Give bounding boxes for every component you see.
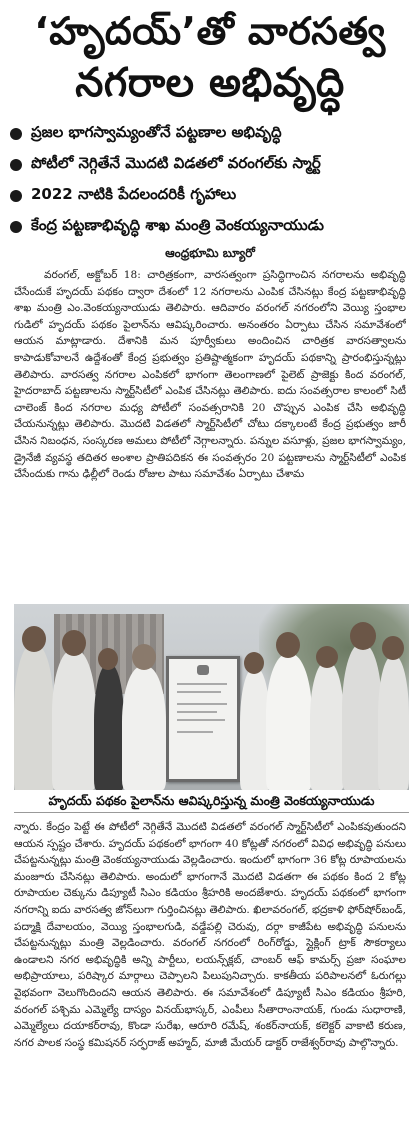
plaque-line	[177, 711, 217, 713]
person-head	[132, 644, 156, 670]
highlight-text: ప్రజల భాగస్వామ్యంతోనే పట్టణాల అభివృద్ధి	[31, 122, 282, 141]
person-figure	[52, 650, 96, 790]
person-head	[316, 646, 338, 668]
article-photo	[14, 604, 409, 790]
person-head	[98, 648, 118, 670]
highlight-text: కేంద్ర పట్టణాభివృద్ధి శాఖ మంత్రి వెంకయ్యనాయుడు	[31, 215, 324, 234]
bullet-icon	[10, 190, 22, 202]
bullet-icon	[10, 159, 22, 171]
article-paragraph-2: న్నారు. కేంద్రం పెట్టే ఈ పోటీలో నెగ్గితేనే మొదటి విడతలో వరంగల్ స్మార్ట్‌సిటీలో ఎంపికవుతుందని ఆయన స్పష్టం చేశారు. హృదయ్ పథకంలో భాగంగా 40 కోట్లతో నగరంలో వివిధ అభివృద్ధి పనులు చేపట్టనున్నట్లు మంత్రి వెంకయ్యనాయుడు వెల్లడించారు. ఇందులో భాగంగా 36 కోట్ల రూపాయలను మంజూరు చేసినట్లు తెలిపారు. అందులో భాగంగానే మొదటి విడతగా ఈ పథకం కింద 2 కోట్ల రూపాయల చెక్కును డిప్యూటీ సిఎం కడియం శ్రీహరికి అందజేశారు. హృదయ్ పథకంలో భాగంగా నగరాన్ని ఐదు వారసత్వ జోన్‌లుగా గుర్తించినట్లు తెలిపారు. ఖిలావరంగల్, భద్రకాళి ఫోర్‌షోర్‌బండ్, పద్మాక్షి దేవాలయం, వెయ్యి స్తంభాలగుడి, వడ్డేపల్లి చెరువు, దర్గా కాజీపేట అభివృద్ధి పనులను చేపట్టనున్నట్లు మంత్రి వెల్లడించారు. వరంగల్ నగరంలో రింగ్‌రోడ్డు, స్లైక్లింగ్ ట్రాక్ సౌకర్యాలు ఉండాలని నగర అభివృద్ధికి అన్ని పార్టీలు, లయన్స్‌క్లబ్, చాంబర్ ఆఫ్ కామర్స్ ప్రజా సంఘాల అభిప్రాయాలు, పరిష్కార మార్గాలు చెప్పాలని పిలుపునిచ్చారు. కాకతీయ పరిపాలనలో ఓరుగల్లు వైభవంగా వెలుగొందిందని ఆయన తెలిపారు. ఈ సమావేశంలో డిప్యూటీ సిఎం కడియం శ్రీహరి, వరంగల్ పశ్చిమ ఎమ్మెల్యే దాస్యం వినయ్‌భాస్కర్, ఎంపీలు సీతారాంనాయక్, గుండు సుధారాణి, ఎమ్మెల్యేలు దయాకర్‌రావు, కొండా సురేఖ, ఆరూరి రమేష్, శంకర్‌నాయక్, కలెక్టర్ వాకాటి కరుణ, నగర పాలక సంస్థ కమిషనర్ సర్ఫరాజ్ అహ్మద్, మాజీ మేయర్ డాక్టర్ రాజేశ్వర్‌రావు పాల్గొన్నారు.	[14, 821, 406, 1049]
article-paragraph-1: వరంగల్, అక్టోబర్ 18: చారిత్రకంగా, వారసత్వంగా ప్రసిద్ధిగాంచిన నగరాలను అభివృద్ధి చేసేందుకే హృదయ్ పథకం ద్వారా దేశంలో 12 నగరాలను ఎంపిక చేసినట్లు కేంద్ర పట్టణాభివృద్ధి శాఖ మంత్రి ఎం.వెంకయ్యనాయుడు తెలిపారు. ఆదివారం వరంగల్ నగరంలోని వెయ్యి స్తంభాల గుడిలో హృదయ్ పథకం పైలాన్‌ను ఆవిష్కరించారు. అనంతరం ఏర్పాటు చేసిన సమావేశంలో ఆయన మాట్లాడారు. దేశానికి మన పూర్వీకులు అందించిన చారిత్రక వారసత్వాలను కాపాడుకోవాలనే ఉద్దేశంతో కేంద్ర ప్రభుత్వం ప్రతిష్టాత్మకంగా హృదయ్ పథకాన్ని ప్రారంభిస్తున్నట్లు తెలిపారు. వారసత్వ నగరాల ఎంపికలో భాగంగా తెలంగాణలో పైలెట్ ప్రాజెక్టు కింద వరంగల్, హైదరాబాద్ పట్టణాలను స్మార్ట్‌సిటీలో ఎంపిక చేసినట్లు తెలిపారు. ఐదు సంవత్సరాల కాలంలో సిటీ చాలెంజ్ కింద నగరాల మధ్య పోటీలో సంవత్సరానికి 20 చొప్పున ఎంపిక చేసి అభివృద్ధి చేయనున్నట్లు తెలిపారు. మొదటి విడతలో స్మార్ట్‌సిటీలో చోటు దక్కాలంటే కేంద్ర ప్రభుత్వం జారీ చేసిన నిబంధన, సంస్కరణ అమలు పోటీలో నెగ్గాలన్నారు. పన్నుల వసూళ్లు, ప్రజల భాగస్వామ్యం, డ్రైనేజీ వ్యవస్థ తదితర అంశాల ప్రాతిపదికన ఈ సంవత్సరం 20 పట్టణాలను స్మార్ట్‌సిటీలో ఎంపిక చేసేందుకు గాను ఢిల్లీలో రెండు రోజుల పాటు సమావేశం ఏర్పాటు చేశామ	[14, 269, 406, 481]
highlight-item	[10, 118, 420, 149]
plaque-line	[177, 719, 225, 721]
headline-line-2: నగరాల అభివృద్ధి	[75, 60, 345, 106]
person-head	[382, 636, 404, 660]
headline-line-1: ‘హృదయ్’తో వారసత్వ	[34, 9, 386, 53]
person-figure	[266, 654, 312, 790]
pylon-plaque	[166, 656, 240, 782]
person-figure	[14, 644, 54, 790]
plaque-line	[177, 703, 227, 705]
person-head	[22, 626, 46, 652]
highlights-list	[10, 118, 420, 242]
highlight-item	[10, 180, 420, 211]
bullet-icon	[10, 128, 22, 140]
person-head	[350, 622, 376, 650]
emblem-icon	[197, 665, 209, 675]
plaque-line	[177, 683, 227, 685]
byline: ఆంధ్రభూమి బ్యూరో	[165, 246, 255, 260]
highlight-text: పోటీలో నెగ్గితేనే మొదటి విడతలో వరంగల్‌కు స్మార్ట్	[31, 153, 321, 172]
person-figure	[310, 662, 344, 790]
person-figure	[378, 656, 409, 790]
person-head	[244, 652, 264, 674]
photo-caption: హృదయ్ పథకం పైలాన్‌ను ఆవిష్కరిస్తున్న మంత్రి వెంకయ్యనాయుడు	[14, 792, 409, 813]
highlight-item	[10, 211, 420, 242]
highlight-text: 2022 నాటికి పేదలందరికీ గృహాలు	[31, 184, 237, 203]
person-figure	[94, 664, 124, 790]
person-head	[276, 632, 300, 658]
plaque-line	[177, 731, 213, 733]
person-figure	[122, 666, 166, 790]
plaque-line	[177, 691, 221, 693]
person-figure	[342, 644, 382, 790]
bullet-icon	[10, 221, 22, 233]
person-head	[62, 630, 86, 656]
highlight-item	[10, 149, 420, 180]
